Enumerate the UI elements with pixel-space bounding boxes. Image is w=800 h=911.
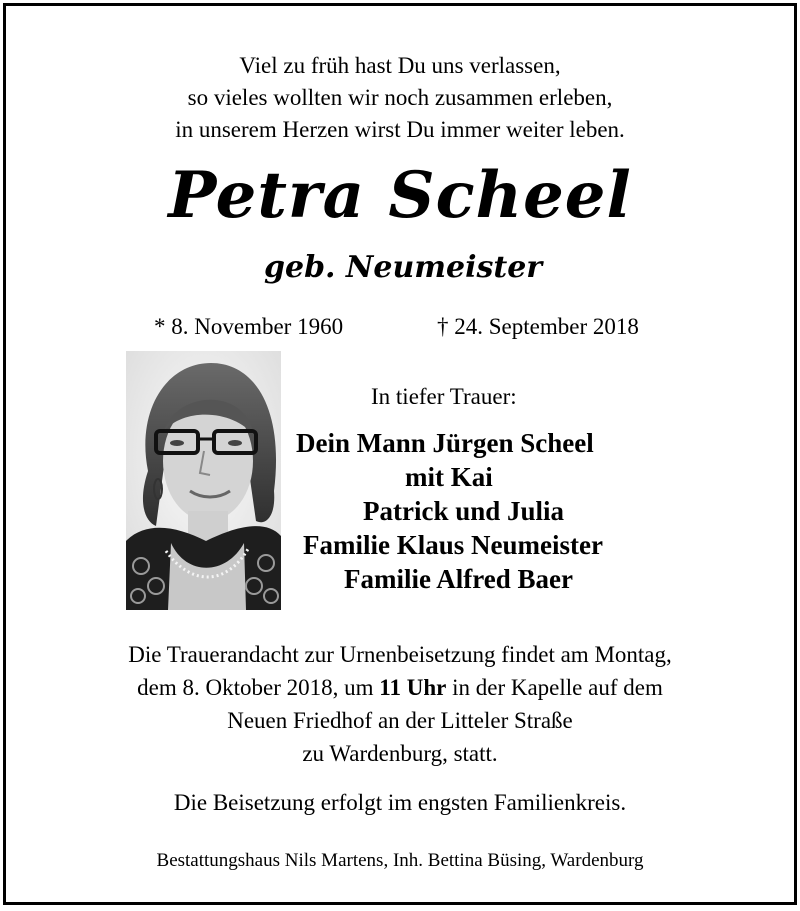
ceremony-location-text: in der Kapelle auf dem bbox=[446, 675, 663, 700]
mourning-intro: In tiefer Trauer: bbox=[371, 384, 517, 409]
undertaker-credit: Bestattungshaus Nils Martens, Inh. Bettina Büsing, Wardenburg bbox=[156, 850, 644, 871]
obituary-notice bbox=[3, 3, 797, 905]
deceased-name: Petra Scheel bbox=[168, 158, 632, 233]
ceremony-time: 11 Uhr bbox=[379, 675, 447, 700]
ceremony-line: zu Wardenburg, statt. bbox=[302, 741, 498, 766]
mourner-line: Familie Alfred Baer bbox=[344, 564, 573, 594]
ceremony-line bbox=[6, 671, 794, 704]
death-date: † 24. September 2018 bbox=[437, 314, 639, 339]
mourner-line: Familie Klaus Neumeister bbox=[303, 530, 603, 560]
poem-line: in unserem Herzen wirst Du immer weiter leben. bbox=[175, 117, 625, 142]
portrait-photo bbox=[126, 351, 281, 610]
birth-name: geb. Neumeister bbox=[264, 250, 543, 285]
memorial-poem bbox=[6, 50, 794, 146]
mourner-line: Dein Mann Jürgen Scheel bbox=[296, 428, 594, 458]
burial-note: Die Beisetzung erfolgt im engsten Familienkreis. bbox=[173, 790, 627, 815]
ceremony-info bbox=[6, 638, 794, 770]
mourner-line: Patrick und Julia bbox=[363, 496, 565, 526]
mourners-list bbox=[286, 426, 658, 596]
ceremony-date-text: dem 8. Oktober 2018, um bbox=[137, 675, 380, 700]
poem-line: so vieles wollten wir noch zusammen erleben, bbox=[187, 85, 613, 110]
ceremony-line: Die Trauerandacht zur Urnenbeisetzung findet am Montag, bbox=[128, 642, 672, 667]
ceremony-line: Neuen Friedhof an der Litteler Straße bbox=[227, 708, 573, 733]
birth-date: * 8. November 1960 bbox=[154, 314, 344, 339]
mourner-line: mit Kai bbox=[405, 462, 493, 492]
poem-line: Viel zu früh hast Du uns verlassen, bbox=[239, 53, 561, 78]
